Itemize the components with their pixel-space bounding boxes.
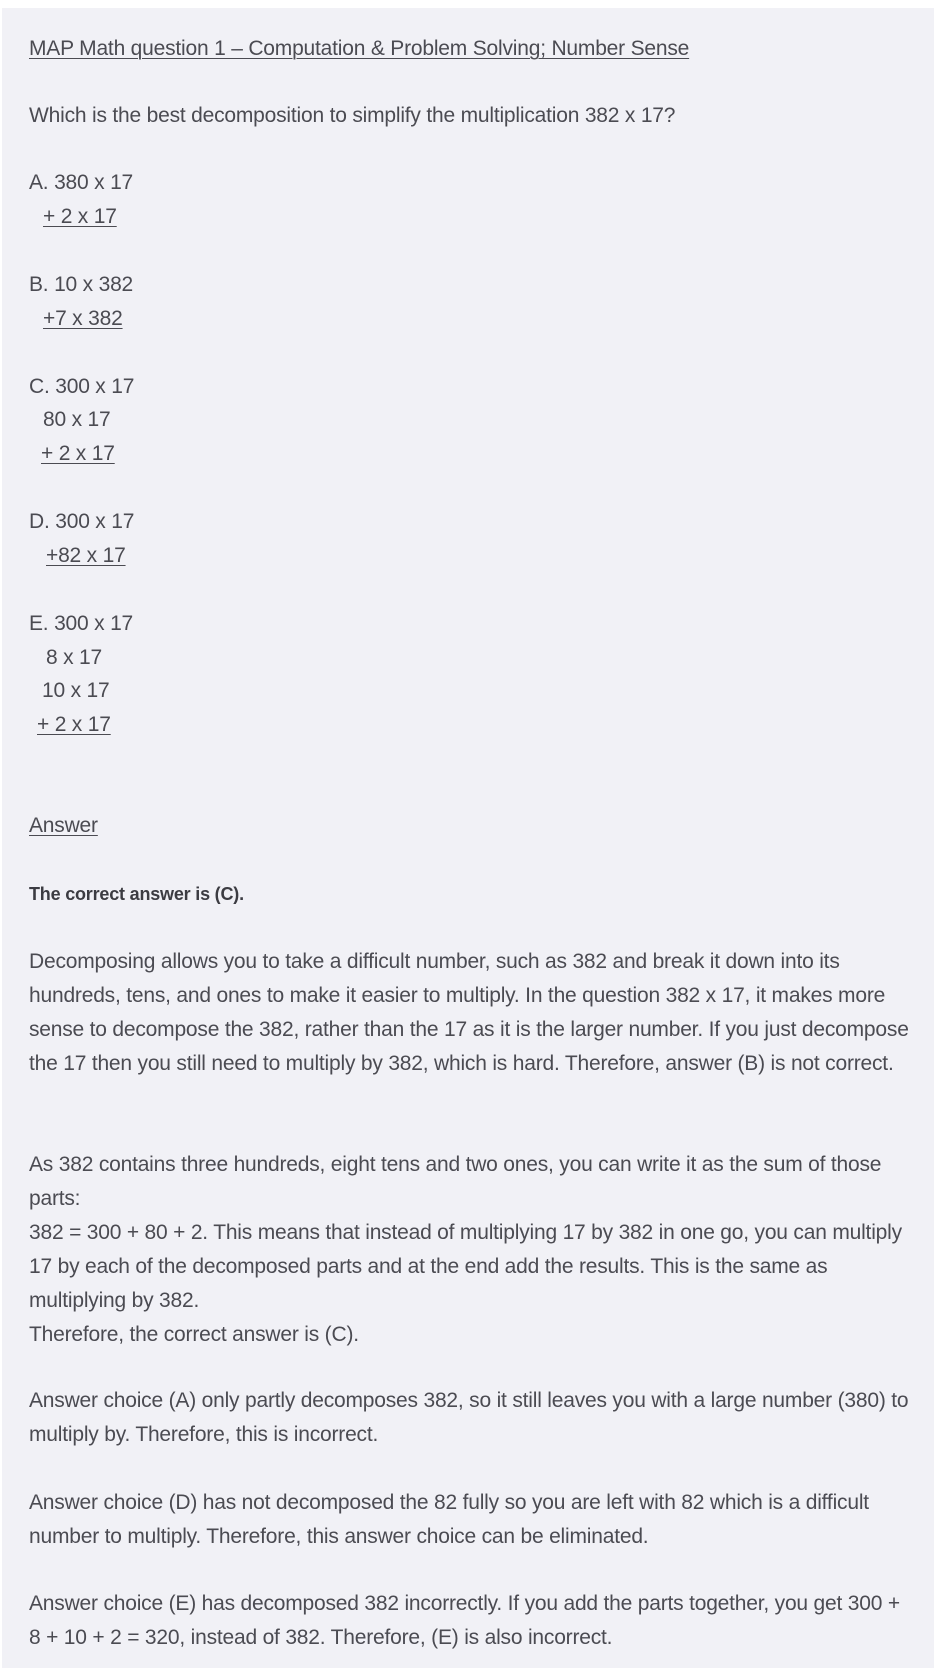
- explanation-paragraph-3: Answer choice (A) only partly decomposes 382, so it still leaves you with a large number (380) to multiply by. Therefore, this is incorrect.: [29, 1389, 909, 1446]
- option-b-line2: +7 x 382: [43, 307, 123, 330]
- option-e-line1: E. 300 x 17: [29, 612, 134, 635]
- explanation-paragraph-1: Decomposing allows you to take a difficult number, such as 382 and break it down into its hundreds, tens, and ones to make it easier to multiply. In the question 382 x 17, it makes more sense to decompose the 382, rather than the 17 as it is the larger number. If you just decompose the 17 then you still need to multiply by 382, which is hard. Therefore, answer (B) is not correct.: [29, 950, 909, 1075]
- option-e-line4: + 2 x 17: [37, 713, 111, 736]
- question-title: MAP Math question 1 – Computation & Problem Solving; Number Sense: [29, 37, 690, 60]
- option-a-line1: A. 380 x 17: [29, 171, 134, 194]
- option-c-line2: 80 x 17: [43, 408, 111, 431]
- option-e-line3: 10 x 17: [42, 679, 110, 702]
- question-text: Which is the best decomposition to simplify the multiplication 382 x 17?: [29, 104, 676, 127]
- explanation-paragraph-5: Answer choice (E) has decomposed 382 incorrectly. If you add the parts together, you get 300 + 8 + 10 + 2 = 320, instead of 382. Therefore, (E) is also incorrect.: [29, 1592, 900, 1649]
- explanation-2a: As 382 contains three hundreds, eight tens and two ones, you can write it as the sum of those parts:: [29, 1153, 882, 1210]
- option-d-line1: D. 300 x 17: [29, 510, 135, 533]
- option-a-line2: + 2 x 17: [43, 205, 117, 228]
- option-c-line1: C. 300 x 17: [29, 375, 135, 398]
- explanation-paragraph-4: Answer choice (D) has not decomposed the 82 fully so you are left with 82 which is a difficult number to multiply. Therefore, this answer choice can be eliminated.: [29, 1491, 869, 1548]
- explanation-2b: 382 = 300 + 80 + 2. This means that instead of multiplying 17 by 382 in one go, you can multiply 17 by each of the decomposed parts and at the end add the results. This is the same as multiplying by 382.: [29, 1221, 902, 1312]
- correct-answer: The correct answer is (C).: [29, 884, 244, 904]
- explanation-2c: Therefore, the correct answer is (C).: [29, 1323, 359, 1346]
- explanation-paragraph-2: [29, 1148, 914, 1352]
- option-b-line1: B. 10 x 382: [29, 273, 134, 296]
- option-c-line3: + 2 x 17: [41, 442, 115, 465]
- answer-heading: Answer: [29, 814, 98, 837]
- option-d-line2: +82 x 17: [46, 544, 126, 567]
- content-panel: [2, 8, 934, 1668]
- option-e-line2: 8 x 17: [46, 646, 103, 669]
